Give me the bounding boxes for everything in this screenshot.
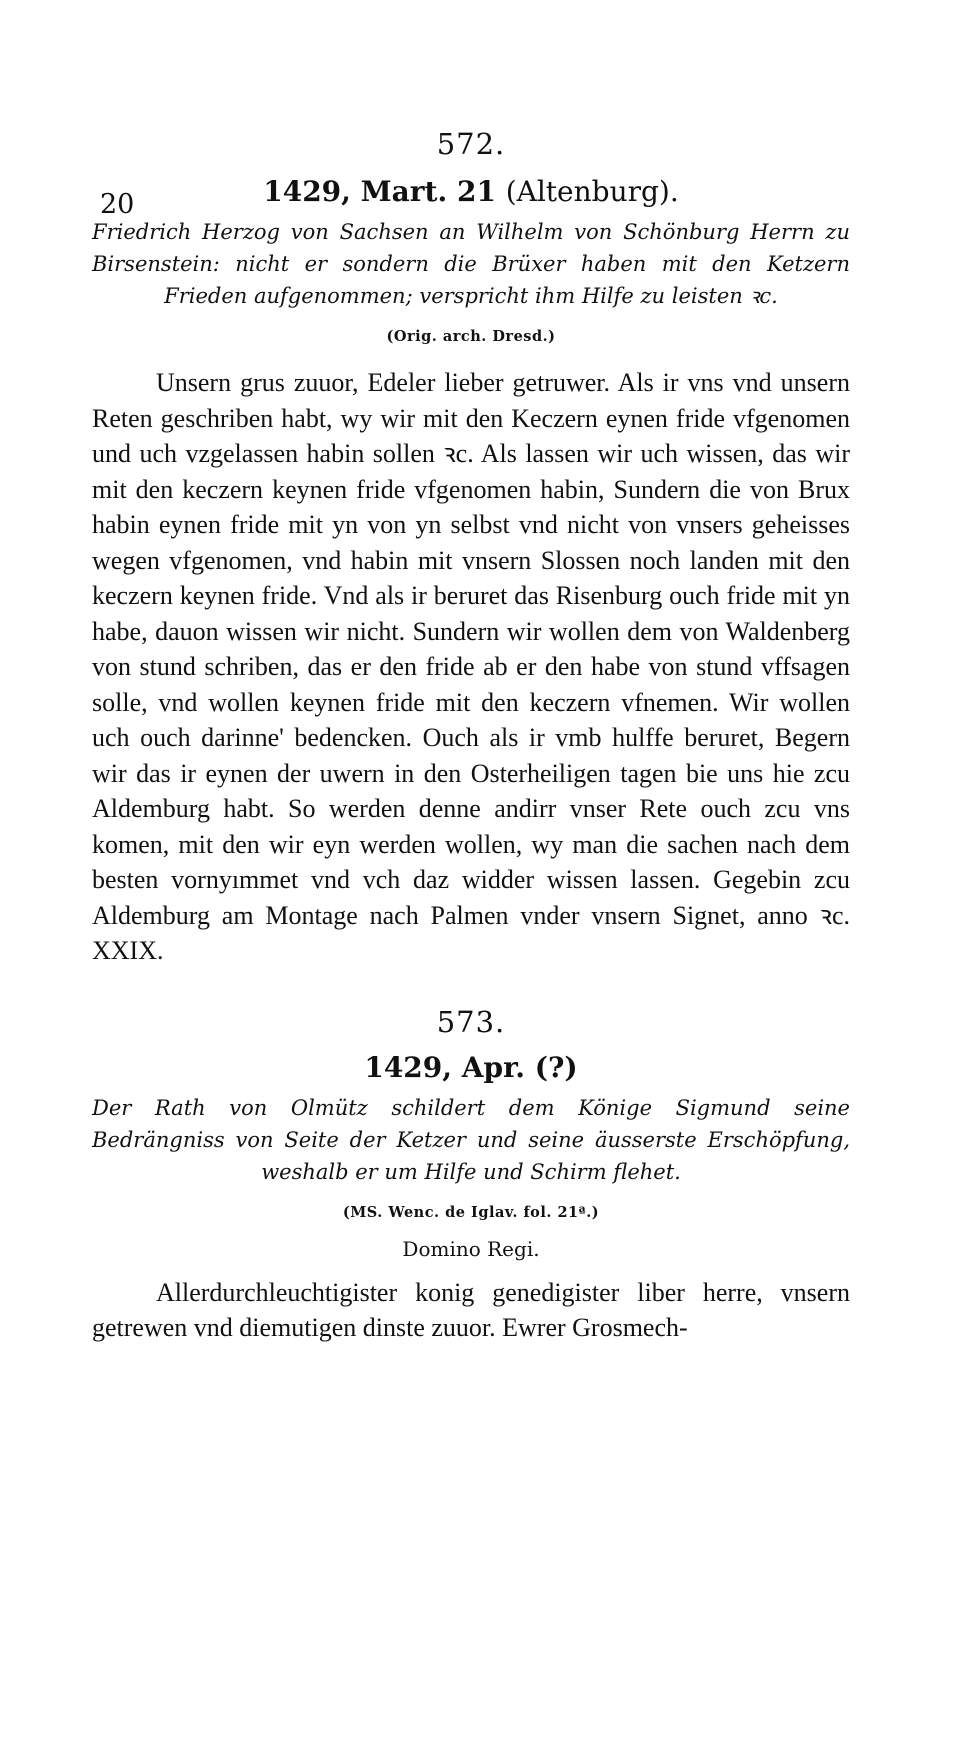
document-page [0,127,960,1743]
entry-place: (Altenburg). [505,175,679,208]
entry-body [92,1275,850,1346]
entry-body-paragraph: Unsern grus zuuor, Edeler lieber getruwer. Als ir vns vnd unsern Reten geschriben habt, wy wir mit den Keczern eynen fride vfgenomen und uch vzgelassen habin sollen ꝛc. Als lassen wir uch wissen, das wir mit den keczern keynen fride vfgenomen habin, Sundern die von Brux habin eynen fride mit yn von yn selbst vnd nicht von vnsers geheisses wegen vfgenomen, vnd habin mit vnsern Slossen noch landen mit den keczern keynen fride. Vnd als ir beruret das Risenburg ouch fride mit yn habe, dauon wissen wir nicht. Sundern wir wollen dem von Waldenberg von stund schriben, das er den fride ab er den habe von stund vffsagen solle, vnd wollen keynen fride mit den keczern vfnemen. Wir wollen uch ouch darinne' bedencken. Ouch als ir vmb hulffe beruret, Begern wir das ir eynen der uwern in den Osterheiligen tagen bie uns hie zcu Aldemburg habt. So werden denne andirr vnser Rete ouch zcu vns komen, mit den wir eyn werden wollen, wy man die sachen nach dem besten vornyımmet vnd vch daz widder wissen lassen. Gegebin zcu Aldemburg am Montage nach Palmen vnder vnsern Signet, anno ꝛc. XXIX. [92,368,850,965]
entry-body [92,365,850,969]
entry-573 [92,1005,850,1346]
entry-date-line [92,1051,850,1084]
entry-source: (MS. Wenc. de Iglav. fol. 21ª.) [342,1203,600,1221]
page-number: 20 [100,189,135,220]
entry-date: 1429, Apr. (?) [364,1050,578,1084]
entry-date: 1429, Mart. 21 [263,175,496,208]
entry-summary: Der Rath von Olmütz schildert dem Könige Sigmund seine Bedrängniss von Seite der Ketzer und seine äusserste Erschöpfung, weshalb er um Hilfe und Schirm flehet. [92,1095,850,1184]
entry-number: 572. [436,127,506,161]
entry-salutation: Domino Regi. [402,1236,540,1261]
entry-number: 573. [436,1004,506,1039]
entry-source: (Orig. arch. Dresd.) [386,328,556,345]
entry-summary: Friedrich Herzog von Sachsen an Wilhelm von Schönburg Herrn zu Birsenstein: nicht er sondern die Brüxer haben mit den Ketzern Frieden aufgenommen; verspricht ihm Hilfe zu leisten ꝛc. [92,220,850,308]
entry-date-line [92,175,850,208]
entry-body-paragraph: Allerdurchleuchtigister konig genedigister liber herre, vnsern getrewen vnd diemutigen dinste zuuor. Ewrer Grosmech- [92,1277,850,1342]
entry-572 [92,127,850,969]
